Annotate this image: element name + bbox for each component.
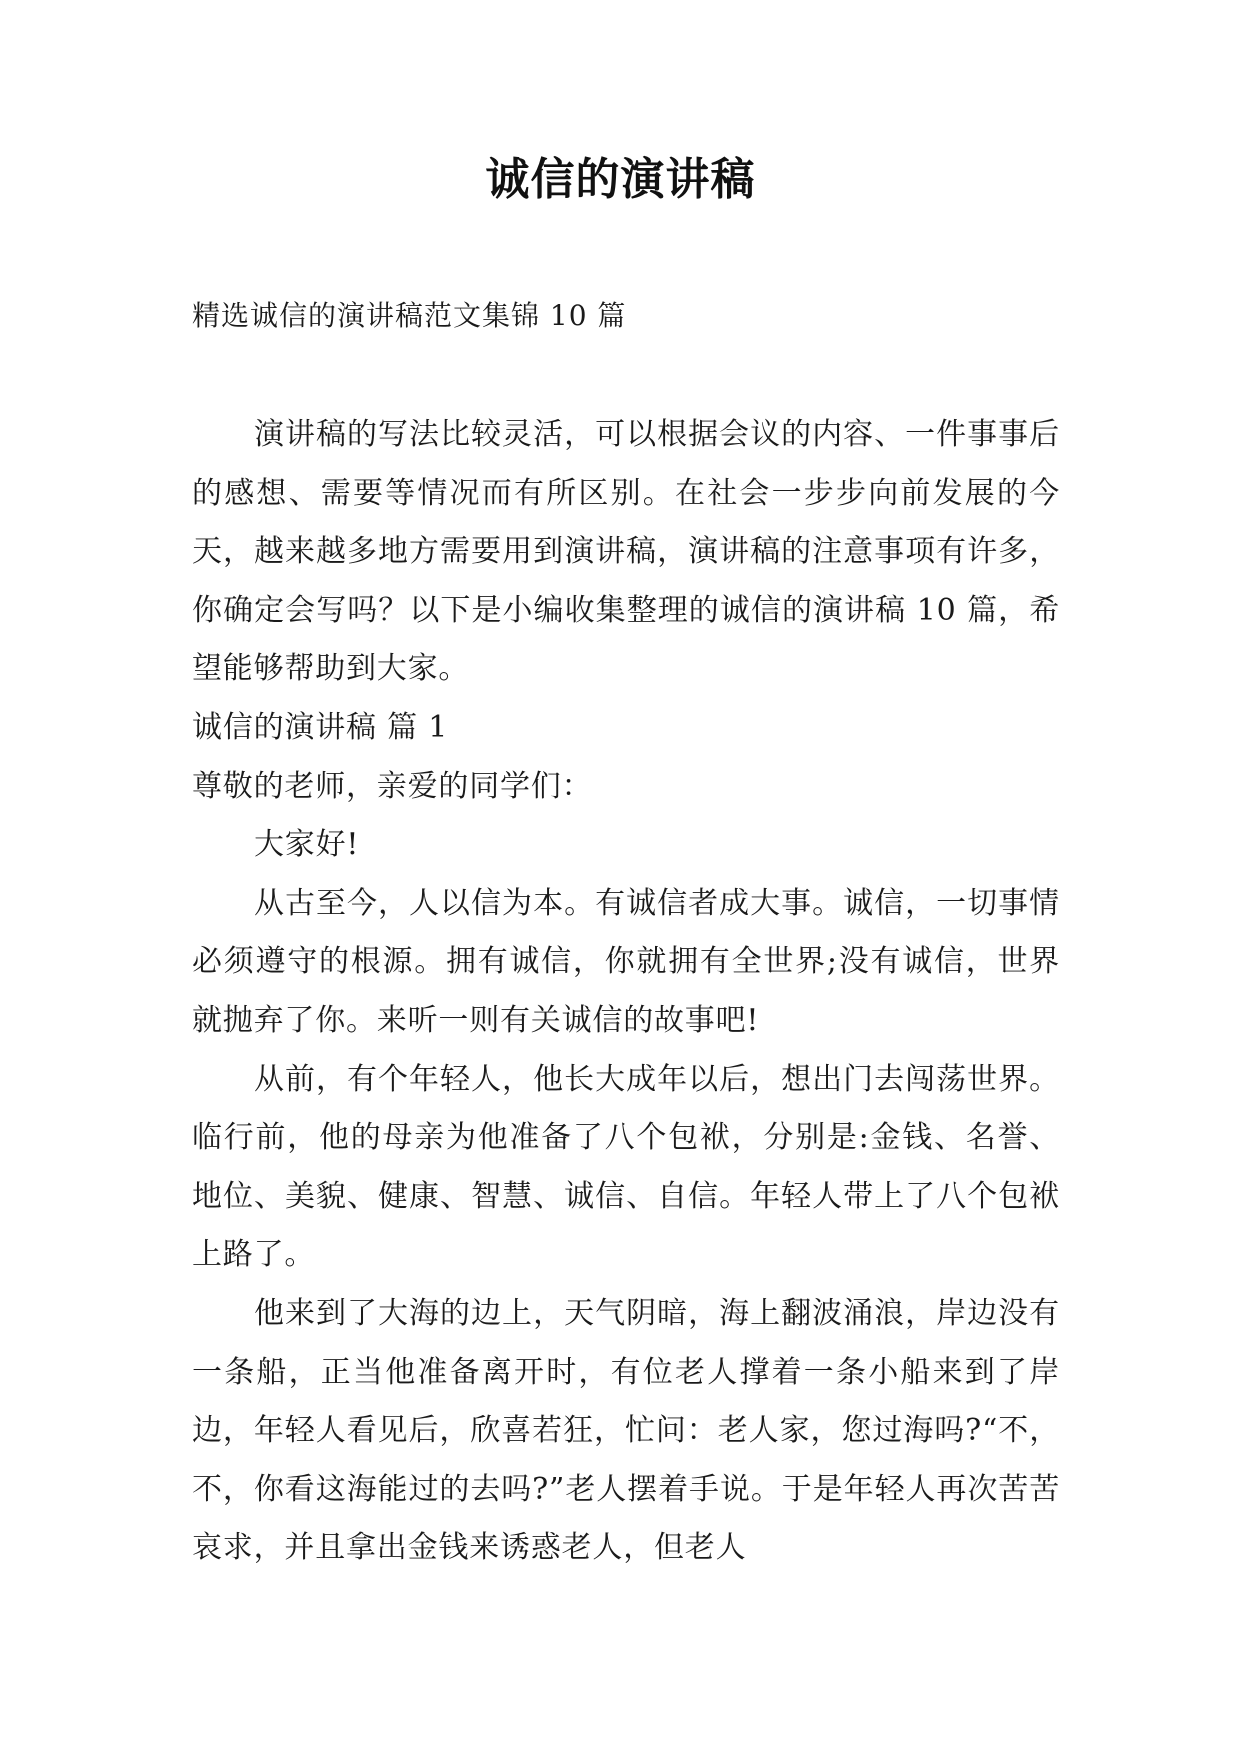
body-paragraph: 从前，有个年轻人，他长大成年以后，想出门去闯荡世界。临行前，他的母亲为他准备了八个包袱，分别是:金钱、名誉、地位、美貌、健康、智慧、诚信、自信。年轻人带上了八个包袱上路了。 — [192, 1061, 1060, 1273]
document-body — [192, 406, 1060, 1578]
document-title: 诚信的演讲稿 — [485, 154, 756, 205]
intro-paragraph: 演讲稿的写法比较灵活，可以根据会议的内容、一件事事后的感想、需要等情况而有所区别。在社会一步步向前发展的今天，越来越多地方需要用到演讲稿，演讲稿的注意事项有许多，你确定会写吗？以下是小编收集整理的诚信的演讲稿 10 篇，希望能够帮助到大家。 — [192, 417, 1060, 687]
section-heading: 诚信的演讲稿 篇 1 — [192, 709, 449, 745]
greeting: 大家好! — [254, 827, 360, 863]
document-subtitle: 精选诚信的演讲稿范文集锦 10 篇 — [192, 299, 627, 332]
body-paragraph: 从古至今，人以信为本。有诚信者成大事。诚信，一切事情必须遵守的根源。拥有诚信，你就拥有全世界;没有诚信，世界就抛弃了你。来听一则有关诚信的故事吧! — [192, 885, 1060, 1038]
salutation: 尊敬的老师，亲爱的同学们： — [192, 768, 593, 804]
body-paragraph: 他来到了大海的边上，天气阴暗，海上翻波涌浪，岸边没有一条船，正当他准备离开时，有位老人撑着一条小船来到了岸边，年轻人看见后，欣喜若狂，忙问：老人家，您过海吗?“不，不，你看这海能过的去吗?”老人摆着手说。于是年轻人再次苦苦哀求，并且拿出金钱来诱惑老人，但老人 — [192, 1295, 1060, 1566]
